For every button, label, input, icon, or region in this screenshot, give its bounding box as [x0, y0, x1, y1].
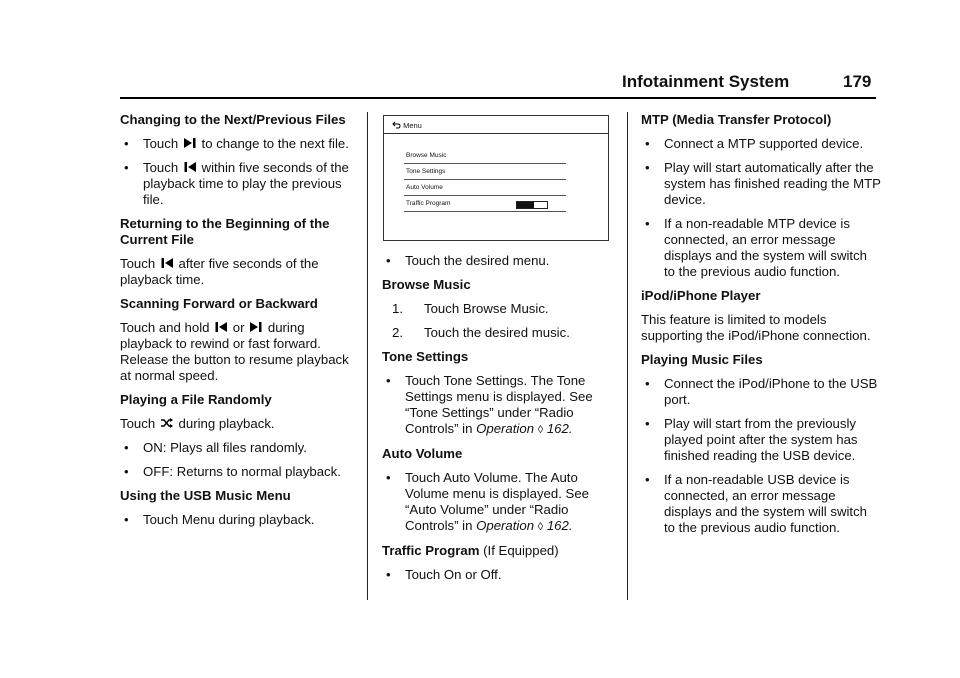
paragraph-beginning: Touch after five seconds of the playback time.	[120, 256, 319, 287]
bullet-previous-file: • Touch within five seconds of the playback time to play the previous file.	[124, 160, 349, 207]
heading-browse-music: Browse Music	[382, 277, 471, 292]
menu-item-tone-settings: Tone Settings	[404, 166, 566, 180]
heading-tone-settings: Tone Settings	[382, 349, 469, 364]
bullet-desired-menu: • Touch the desired menu.	[386, 253, 550, 268]
header-rule	[120, 97, 876, 99]
heading-traffic-program: Traffic Program (If Equipped)	[382, 543, 559, 558]
column-divider	[367, 112, 368, 600]
menu-item-traffic-program: Traffic Program	[404, 198, 566, 212]
bullet-dot: •	[124, 136, 129, 151]
bullet-usb-menu: • Touch Menu during playback.	[124, 512, 315, 527]
bullet-random-off: • OFF: Returns to normal playback.	[124, 464, 341, 479]
previous-track-icon	[184, 161, 196, 173]
bullet-next-file: • Touch to change to the next file.	[124, 136, 349, 151]
column-2	[382, 112, 612, 591]
heading-scanning: Scanning Forward or Backward	[120, 296, 318, 311]
heading-mtp: MTP (Media Transfer Protocol)	[641, 112, 832, 127]
bullet-mtp-1: • Connect a MTP supported device.	[645, 136, 864, 151]
bullet-mtp-2: • Play will start automatically after the system has finished reading the MTP device.	[645, 160, 881, 207]
step-1: 1. Touch Browse Music.	[392, 301, 549, 316]
previous-track-icon	[215, 321, 227, 333]
traffic-program-toggle	[516, 201, 548, 209]
menu-back-button	[392, 121, 422, 130]
menu-header-line	[384, 133, 608, 134]
heading-next-previous: Changing to the Next/Previous Files	[120, 112, 346, 127]
cross-reference-icon: ◊	[537, 424, 544, 436]
heading-beginning: Returning to the Beginning of the Current File	[120, 216, 330, 247]
menu-item-auto-volume: Auto Volume	[404, 182, 566, 196]
paragraph-random: Touch during playback.	[120, 416, 275, 431]
column-divider	[627, 112, 628, 600]
bullet-play-1: • Connect the iPod/iPhone to the USB port.	[645, 376, 878, 407]
chapter-title: Infotainment System	[622, 72, 790, 91]
next-track-icon	[250, 321, 262, 333]
heading-auto-volume: Auto Volume	[382, 446, 463, 461]
traffic-toggle-fill	[517, 202, 534, 208]
next-track-icon	[184, 137, 196, 149]
menu-item-browse-music: Browse Music	[404, 150, 566, 164]
bullet-mtp-3: • If a non-readable MTP device is connected, an error message displays and the system will switch to the previous audio function.	[645, 216, 868, 279]
bullet-tone-settings: • Touch Tone Settings. The Tone Settings menu is displayed. See “Tone Settings” under “Radio Controls” in Operation ◊ 162.	[386, 373, 593, 436]
heading-random: Playing a File Randomly	[120, 392, 272, 407]
back-arrow-icon	[392, 121, 401, 129]
column-3	[641, 112, 881, 544]
bullet-play-2: • Play will start from the previously played point after the system has finished reading the USB device.	[645, 416, 858, 463]
shuffle-icon	[161, 417, 173, 429]
heading-usb-menu: Using the USB Music Menu	[120, 488, 291, 503]
step-2: 2. Touch the desired music.	[392, 325, 570, 340]
heading-ipod: iPod/iPhone Player	[641, 288, 761, 303]
bullet-random-on: • ON: Plays all files randomly.	[124, 440, 307, 455]
bullet-auto-volume: • Touch Auto Volume. The Auto Volume menu is displayed. See “Auto Volume” under “Radio Controls” in Operation ◊ 162.	[386, 470, 589, 533]
column-1	[120, 112, 355, 536]
bullet-traffic: • Touch On or Off.	[386, 567, 502, 582]
page-number: 179	[843, 72, 872, 91]
cross-reference-icon: ◊	[537, 521, 544, 533]
paragraph-scanning: Touch and hold or during playback to rewind or fast forward. Release the button to resume playback at normal speed.	[120, 320, 349, 383]
paragraph-ipod: This feature is limited to models supporting the iPod/iPhone connection.	[641, 312, 871, 343]
menu-title: Menu	[403, 121, 422, 130]
bullet-play-3: • If a non-readable USB device is connected, an error message displays and the system will switch to the previous audio function.	[645, 472, 868, 535]
heading-playing-music: Playing Music Files	[641, 352, 763, 367]
menu-screen-illustration	[383, 115, 609, 241]
previous-track-icon	[161, 257, 173, 269]
